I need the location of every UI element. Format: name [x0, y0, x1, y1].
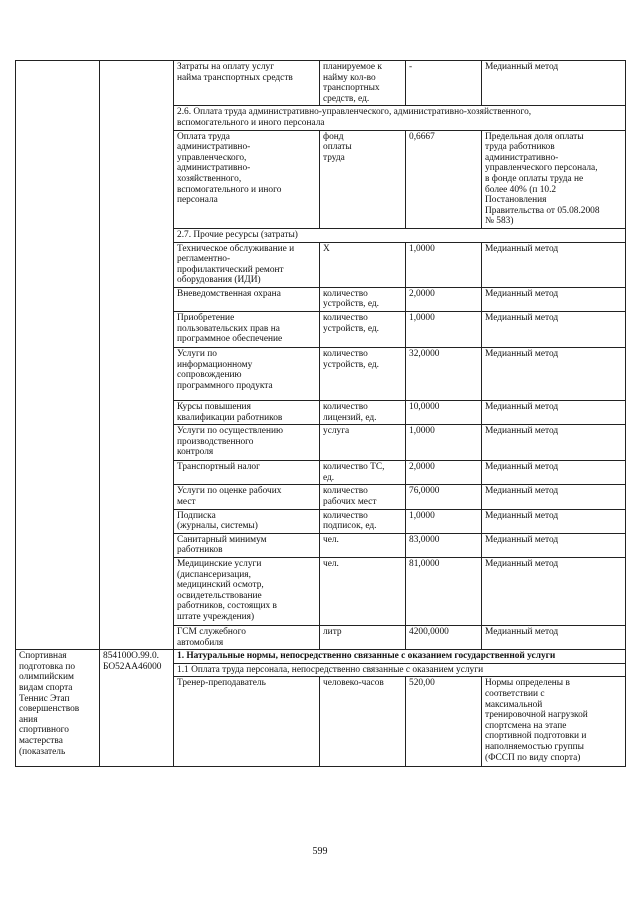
- cost-item-name: Услуги по оценке рабочих мест: [174, 485, 320, 509]
- cost-item-name: ГСМ служебного автомобиля: [174, 626, 320, 650]
- unit-cell: количество устройств, ед.: [320, 348, 406, 401]
- method-cell: Медианный метод: [482, 61, 626, 106]
- cost-item-name: Приобретение пользовательских прав на программное обеспечение: [174, 312, 320, 348]
- value-cell: 83,0000: [406, 533, 482, 557]
- table-row: [16, 61, 626, 106]
- unit-cell: человеко-часов: [320, 677, 406, 767]
- cost-item-name: Техническое обслуживание и регламентно- профилактический ремонт оборудования (ИДИ): [174, 242, 320, 287]
- method-cell: Медианный метод: [482, 509, 626, 533]
- unit-cell: количество лицензий, ед.: [320, 401, 406, 425]
- service-code-cell: 854100О.99.0. БО52АА46000: [100, 650, 174, 767]
- value-cell: 76,0000: [406, 485, 482, 509]
- method-cell: Медианный метод: [482, 558, 626, 626]
- unit-cell: чел.: [320, 558, 406, 626]
- cost-item-name: Подписка (журналы, системы): [174, 509, 320, 533]
- cost-item-name: Санитарный минимум работников: [174, 533, 320, 557]
- value-cell: 81,0000: [406, 558, 482, 626]
- section-heading: 2.7. Прочие ресурсы (затраты): [174, 228, 626, 242]
- cost-item-name: Транспортный налог: [174, 461, 320, 485]
- cost-item-name: Вневедомственная охрана: [174, 287, 320, 311]
- unit-cell: планируемое к найму кол-во транспортных средств, ед.: [320, 61, 406, 106]
- method-cell: Медианный метод: [482, 533, 626, 557]
- value-cell: 32,0000: [406, 348, 482, 401]
- value-cell: 1,0000: [406, 509, 482, 533]
- cost-item-name: Затраты на оплату услуг найма транспортных средств: [174, 61, 320, 106]
- method-cell: Медианный метод: [482, 312, 626, 348]
- unit-cell: услуга: [320, 425, 406, 461]
- method-cell: Нормы определены в соответствии с максимальной тренировочной нагрузкой спортсмена на этапе спортивной подготовки и наполняемостью группы (ФССП по виду спорта): [482, 677, 626, 767]
- unit-cell: фонд оплаты труда: [320, 130, 406, 228]
- cost-item-name: Медицинские услуги (диспансеризация, медицинский осмотр, освидетельствование работников, состоящих в штате учреждения): [174, 558, 320, 626]
- left-col-blank-1: [16, 61, 100, 650]
- unit-cell: количество рабочих мест: [320, 485, 406, 509]
- cost-item-name: Курсы повышения квалификации работников: [174, 401, 320, 425]
- value-cell: 2,0000: [406, 287, 482, 311]
- value-cell: -: [406, 61, 482, 106]
- method-cell: Медианный метод: [482, 461, 626, 485]
- method-cell: Медианный метод: [482, 401, 626, 425]
- section-heading: 2.6. Оплата труда административно-управленческого, административно-хозяйственного, вспомогательного и иного персонала: [174, 106, 626, 130]
- service-name-cell: Спортивная подготовка по олимпийским видам спорта Теннис Этап совершенствов ания спортивного мастерства (показатель: [16, 650, 100, 767]
- page-number: 599: [312, 846, 328, 857]
- document-table: [15, 60, 626, 767]
- cost-item-name: Услуги по информационному сопровождению программного продукта: [174, 348, 320, 401]
- unit-cell: количество ТС, ед.: [320, 461, 406, 485]
- unit-cell: Х: [320, 242, 406, 287]
- value-cell: 1,0000: [406, 242, 482, 287]
- unit-cell: количество устройств, ед.: [320, 287, 406, 311]
- unit-cell: количество устройств, ед.: [320, 312, 406, 348]
- cost-item-name: Тренер-преподаватель: [174, 677, 320, 767]
- method-cell: Медианный метод: [482, 242, 626, 287]
- section-heading: 1. Натуральные нормы, непосредственно связанные с оказанием государственной услуги: [174, 650, 626, 664]
- method-cell: Медианный метод: [482, 287, 626, 311]
- method-cell: Медианный метод: [482, 348, 626, 401]
- value-cell: 1,0000: [406, 312, 482, 348]
- section-heading: 1.1 Оплата труда персонала, непосредственно связанные с оказанием услуги: [174, 663, 626, 677]
- unit-cell: количество подписок, ед.: [320, 509, 406, 533]
- value-cell: 1,0000: [406, 425, 482, 461]
- value-cell: 2,0000: [406, 461, 482, 485]
- unit-cell: литр: [320, 626, 406, 650]
- left-col-blank-2: [100, 61, 174, 650]
- cost-item-name: Оплата труда административно- управленческого, административно- хозяйственного, вспомогательного и иного персонала: [174, 130, 320, 228]
- cost-item-name: Услуги по осуществлению производственного контроля: [174, 425, 320, 461]
- method-cell: Предельная доля оплаты труда работников административно- управленческого персонала, в фонде оплаты труда не более 40% (п 10.2 Постановления Правительства от 05.08.2008 № 583): [482, 130, 626, 228]
- section-row: [16, 650, 626, 664]
- method-cell: Медианный метод: [482, 485, 626, 509]
- method-cell: Медианный метод: [482, 425, 626, 461]
- value-cell: 4200,0000: [406, 626, 482, 650]
- value-cell: 520,00: [406, 677, 482, 767]
- method-cell: Медианный метод: [482, 626, 626, 650]
- table-body: [16, 61, 626, 767]
- value-cell: 0,6667: [406, 130, 482, 228]
- unit-cell: чел.: [320, 533, 406, 557]
- value-cell: 10,0000: [406, 401, 482, 425]
